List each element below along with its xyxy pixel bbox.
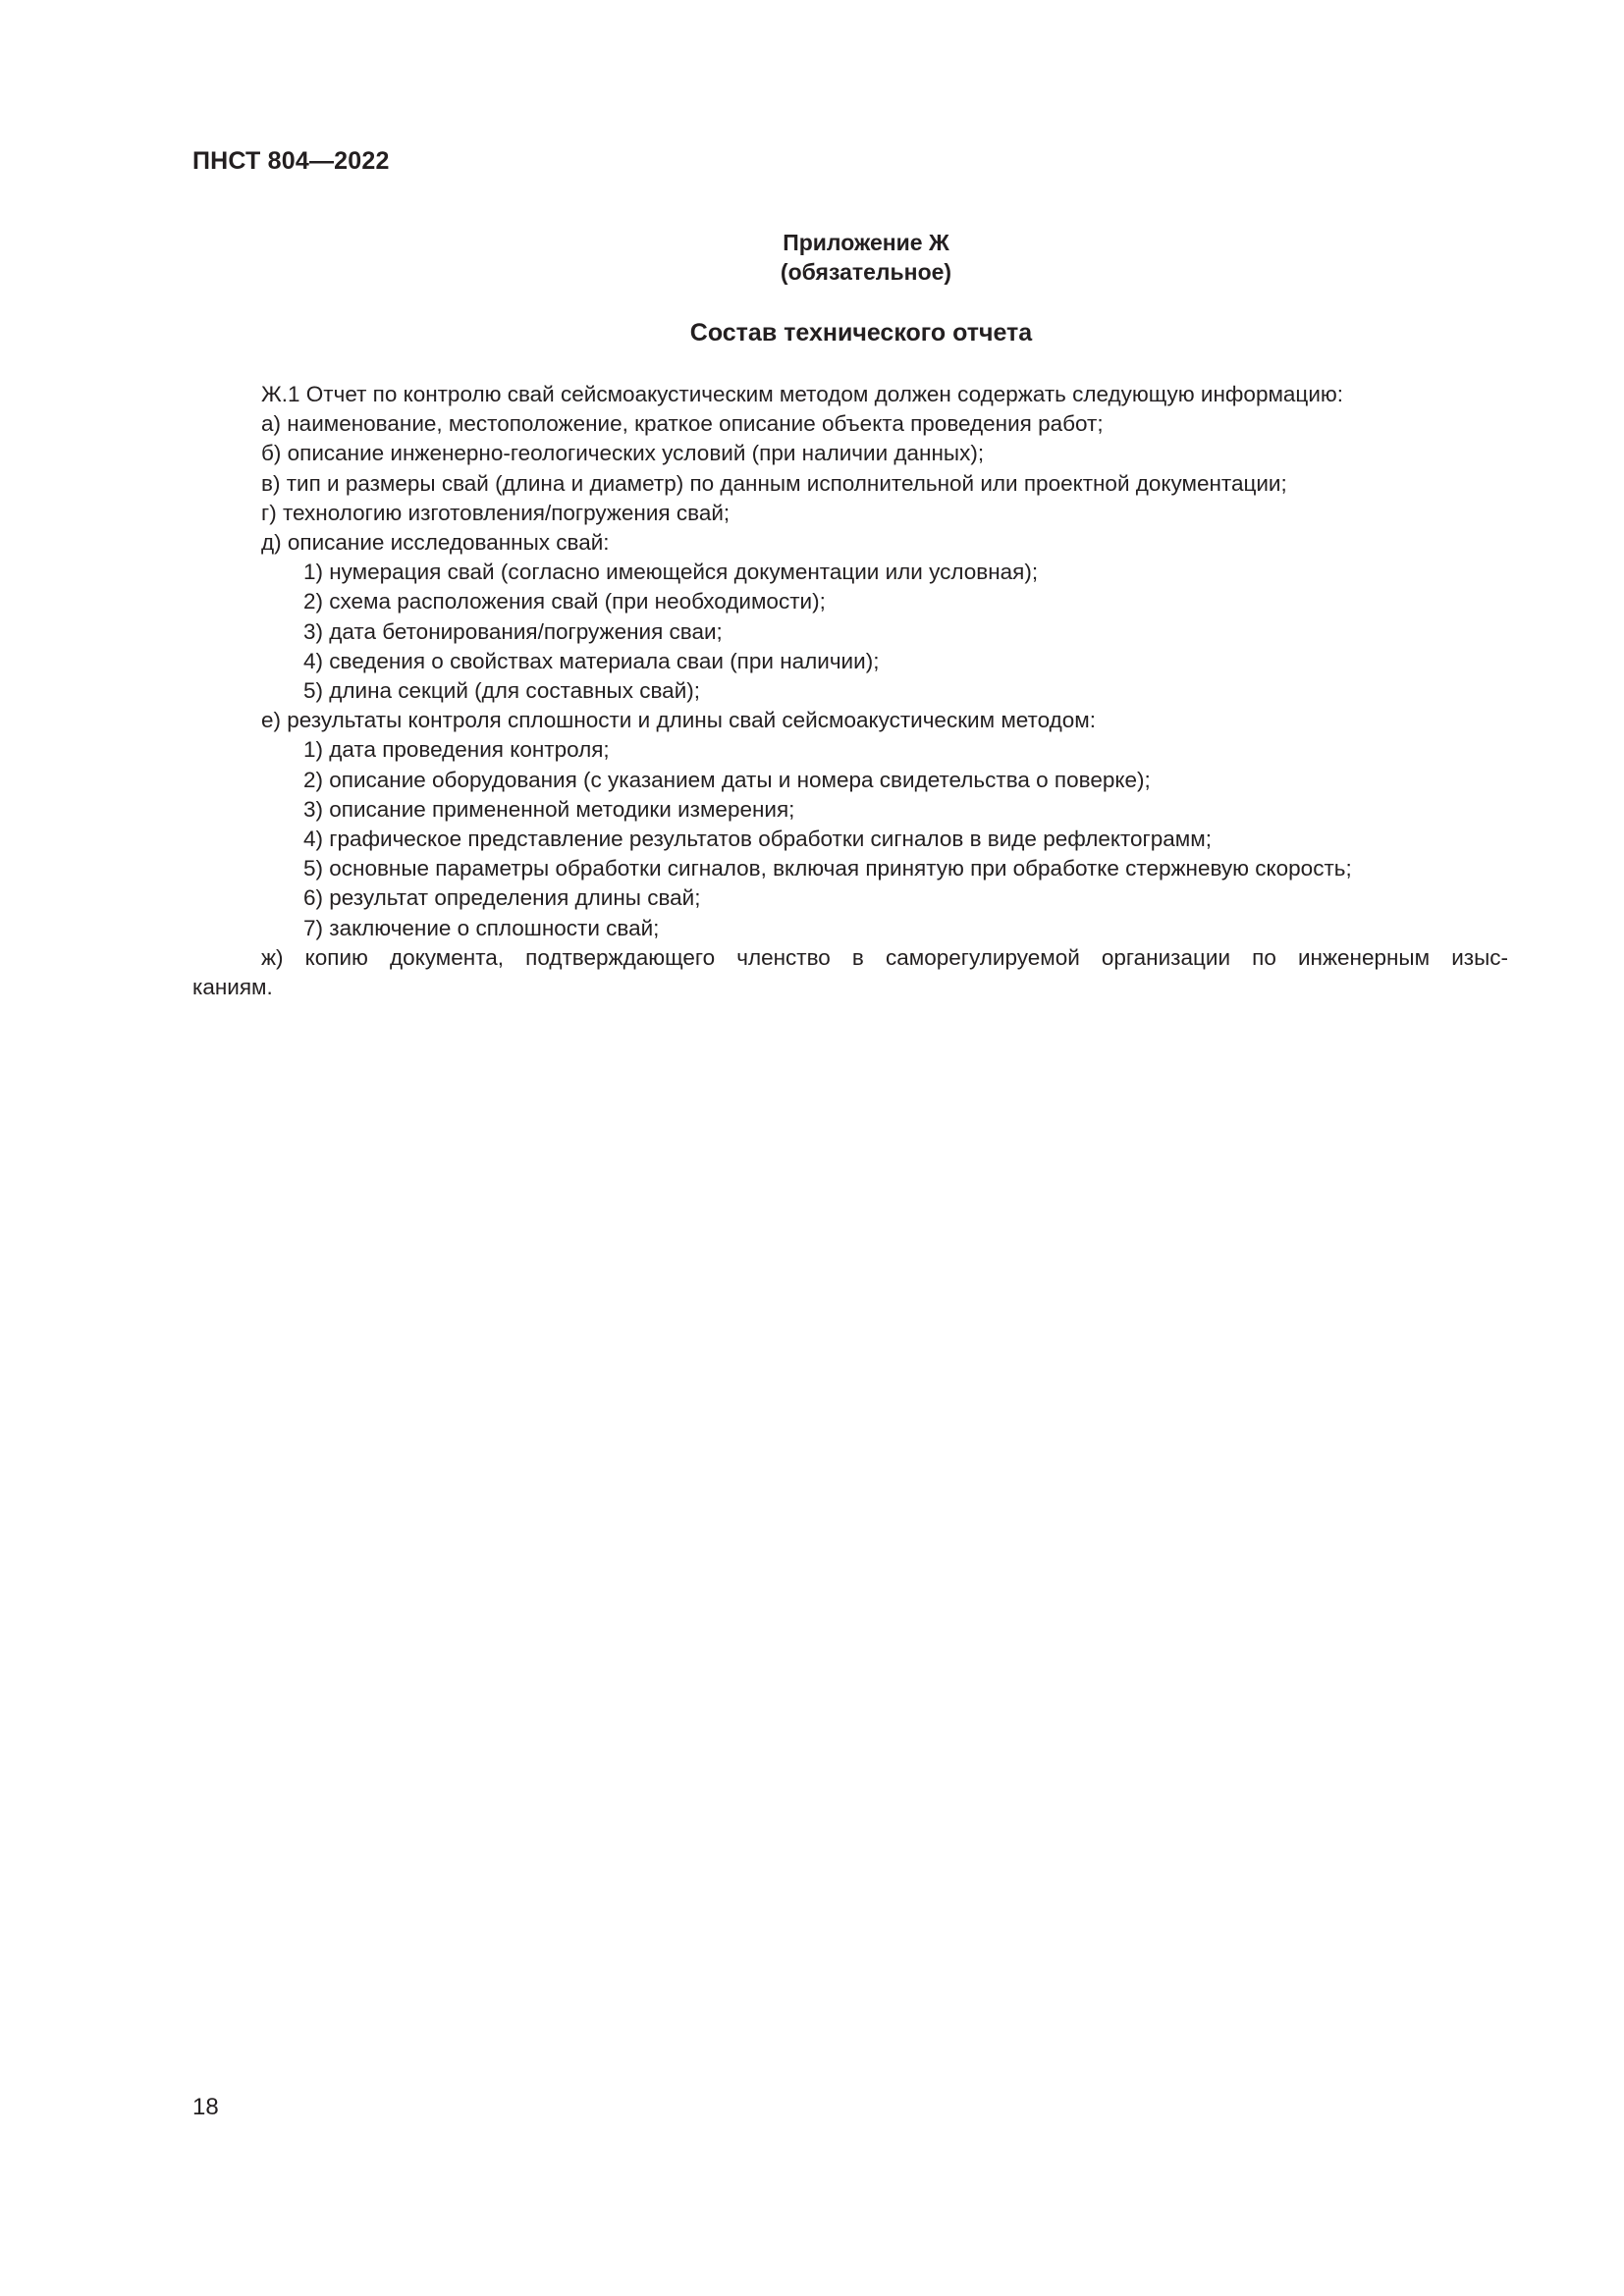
sub-item-e-3: 3) описание примененной методики измерения;: [303, 796, 795, 822]
section-title: [0, 319, 1624, 347]
body-text: [192, 380, 1508, 1002]
appendix-heading: [0, 228, 1624, 287]
sub-item-d-5: 5) длина секций (для составных свай);: [303, 678, 701, 704]
section-title-text: Состав технического отчета: [689, 319, 1033, 347]
list-item-g: г) технологию изготовления/погружения свай;: [261, 500, 731, 525]
list-item-a: а) наименование, местоположение, краткое описание объекта проведения работ;: [261, 411, 1104, 437]
list-item-zh-continuation: каниям.: [192, 975, 273, 1000]
list-item-d: д) описание исследованных свай:: [261, 530, 610, 556]
sub-item-e-7: 7) заключение о сплошности свай;: [303, 915, 660, 940]
list-item-zh: ж) копию документа, подтверждающего членство в саморегулируемой организации по инженерным изыс-: [261, 944, 1508, 970]
sub-item-e-1: 1) дата проведения контроля;: [303, 737, 610, 763]
sub-item-e-4: 4) графическое представление результатов обработки сигналов в виде рефлектограмм;: [303, 827, 1212, 852]
appendix-title: Приложение Ж: [783, 230, 949, 255]
sub-item-e-2: 2) описание оборудования (с указанием даты и номера свидетельства о поверке);: [303, 767, 1151, 792]
sub-item-d-1: 1) нумерация свай (согласно имеющейся документации или условная);: [303, 560, 1039, 585]
list-item-v: в) тип и размеры свай (длина и диаметр) по данным исполнительной или проектной документации;: [261, 470, 1287, 496]
sub-item-e-6: 6) результат определения длины свай;: [303, 885, 701, 911]
intro-paragraph: Ж.1 Отчет по контролю свай сейсмоакустическим методом должен содержать следующую информацию:: [261, 382, 1344, 406]
sub-item-d-4: 4) сведения о свойствах материала сваи (при наличии);: [303, 648, 880, 673]
page-number: 18: [192, 2094, 219, 2120]
sub-item-d-3: 3) дата бетонирования/погружения сваи;: [303, 618, 723, 644]
document-code: ПНСТ 804—2022: [192, 147, 390, 175]
sub-item-e-5: 5) основные параметры обработки сигналов, включая принятую при обработке стержневую скорость;: [303, 856, 1352, 881]
list-item-b: б) описание инженерно-геологических условий (при наличии данных);: [261, 441, 985, 466]
list-item-e: е) результаты контроля сплошности и длины свай сейсмоакустическим методом:: [261, 708, 1096, 733]
appendix-status: (обязательное): [780, 259, 952, 285]
sub-item-d-2: 2) схема расположения свай (при необходимости);: [303, 589, 826, 614]
